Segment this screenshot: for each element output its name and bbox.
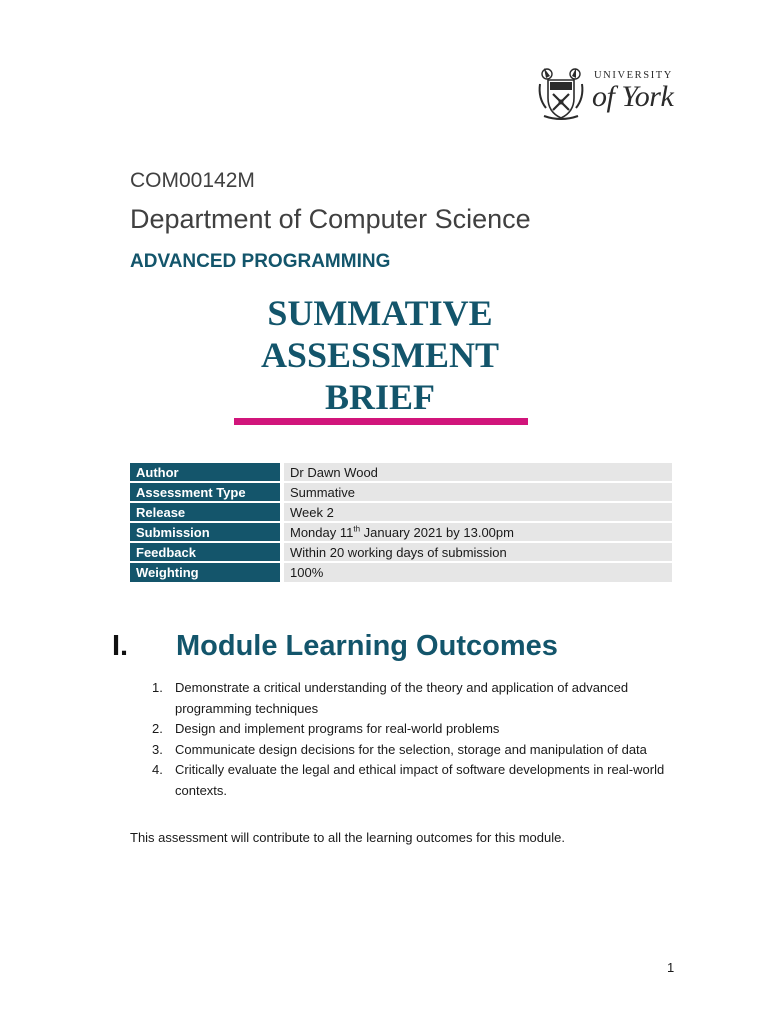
page-number: 1	[667, 960, 675, 975]
feedback-label: Feedback	[130, 543, 284, 561]
module-name: ADVANCED PROGRAMMING	[130, 251, 391, 272]
list-item-number: 3.	[152, 741, 163, 757]
table-row	[130, 563, 672, 582]
list-item	[150, 719, 670, 740]
table-row	[130, 463, 672, 481]
list-item-number: 4.	[152, 762, 163, 777]
list-item-text: Critically evaluate the legal and ethical impact of software developments in real-world contexts.	[175, 762, 665, 798]
assessment-details-table	[130, 461, 672, 584]
list-item	[150, 740, 670, 761]
title-line-1: SUMMATIVE	[267, 293, 493, 333]
list-item	[150, 678, 670, 719]
submission-date-suffix: th	[353, 524, 361, 534]
coat-of-arms-icon	[536, 64, 586, 122]
section-number: I.	[112, 630, 129, 662]
weighting-value: 100%	[284, 563, 672, 582]
list-item	[150, 760, 670, 801]
course-code: COM00142M	[130, 169, 255, 192]
release-label: Release	[130, 503, 284, 521]
author-label: Author	[130, 463, 284, 481]
contribution-note: This assessment will contribute to all the learning outcomes for this module.	[130, 830, 565, 845]
list-item-number: 2.	[152, 721, 163, 736]
logo-university-text: UNIVERSITY	[594, 70, 673, 81]
submission-label: Submission	[130, 523, 284, 541]
author-value: Dr Dawn Wood	[284, 463, 672, 481]
assessment-type-label: Assessment Type	[130, 483, 284, 501]
table-row	[130, 483, 672, 501]
title-line-2: ASSESSMENT	[260, 335, 500, 375]
department-name: Department of Computer Science	[130, 204, 531, 234]
university-logo	[536, 64, 678, 124]
table-row	[130, 543, 672, 561]
logo-york-text: of York	[592, 80, 674, 113]
submission-value	[284, 523, 672, 541]
list-item-number: 1.	[152, 680, 163, 695]
submission-date-post: January 2021 by 13.00pm	[360, 524, 514, 540]
list-item-text: Design and implement programs for real-world problems	[175, 721, 500, 736]
assessment-type-value: Summative	[284, 483, 672, 501]
feedback-value: Within 20 working days of submission	[284, 543, 672, 561]
section-title: Module Learning Outcomes	[176, 630, 558, 662]
learning-outcomes-list	[150, 678, 670, 801]
list-item-text: Demonstrate a critical understanding of the theory and application of advanced programming techniques	[175, 680, 629, 716]
document-title	[230, 292, 530, 418]
title-underline-bar	[234, 418, 528, 425]
weighting-label: Weighting	[130, 563, 284, 582]
submission-date-pre: Monday 11	[290, 524, 354, 540]
title-line-3: BRIEF	[324, 377, 436, 417]
list-item-text: Communicate design decisions for the selection, storage and manipulation of data	[175, 741, 647, 757]
table-row	[130, 523, 672, 541]
release-value: Week 2	[284, 503, 672, 521]
table-row	[130, 503, 672, 521]
